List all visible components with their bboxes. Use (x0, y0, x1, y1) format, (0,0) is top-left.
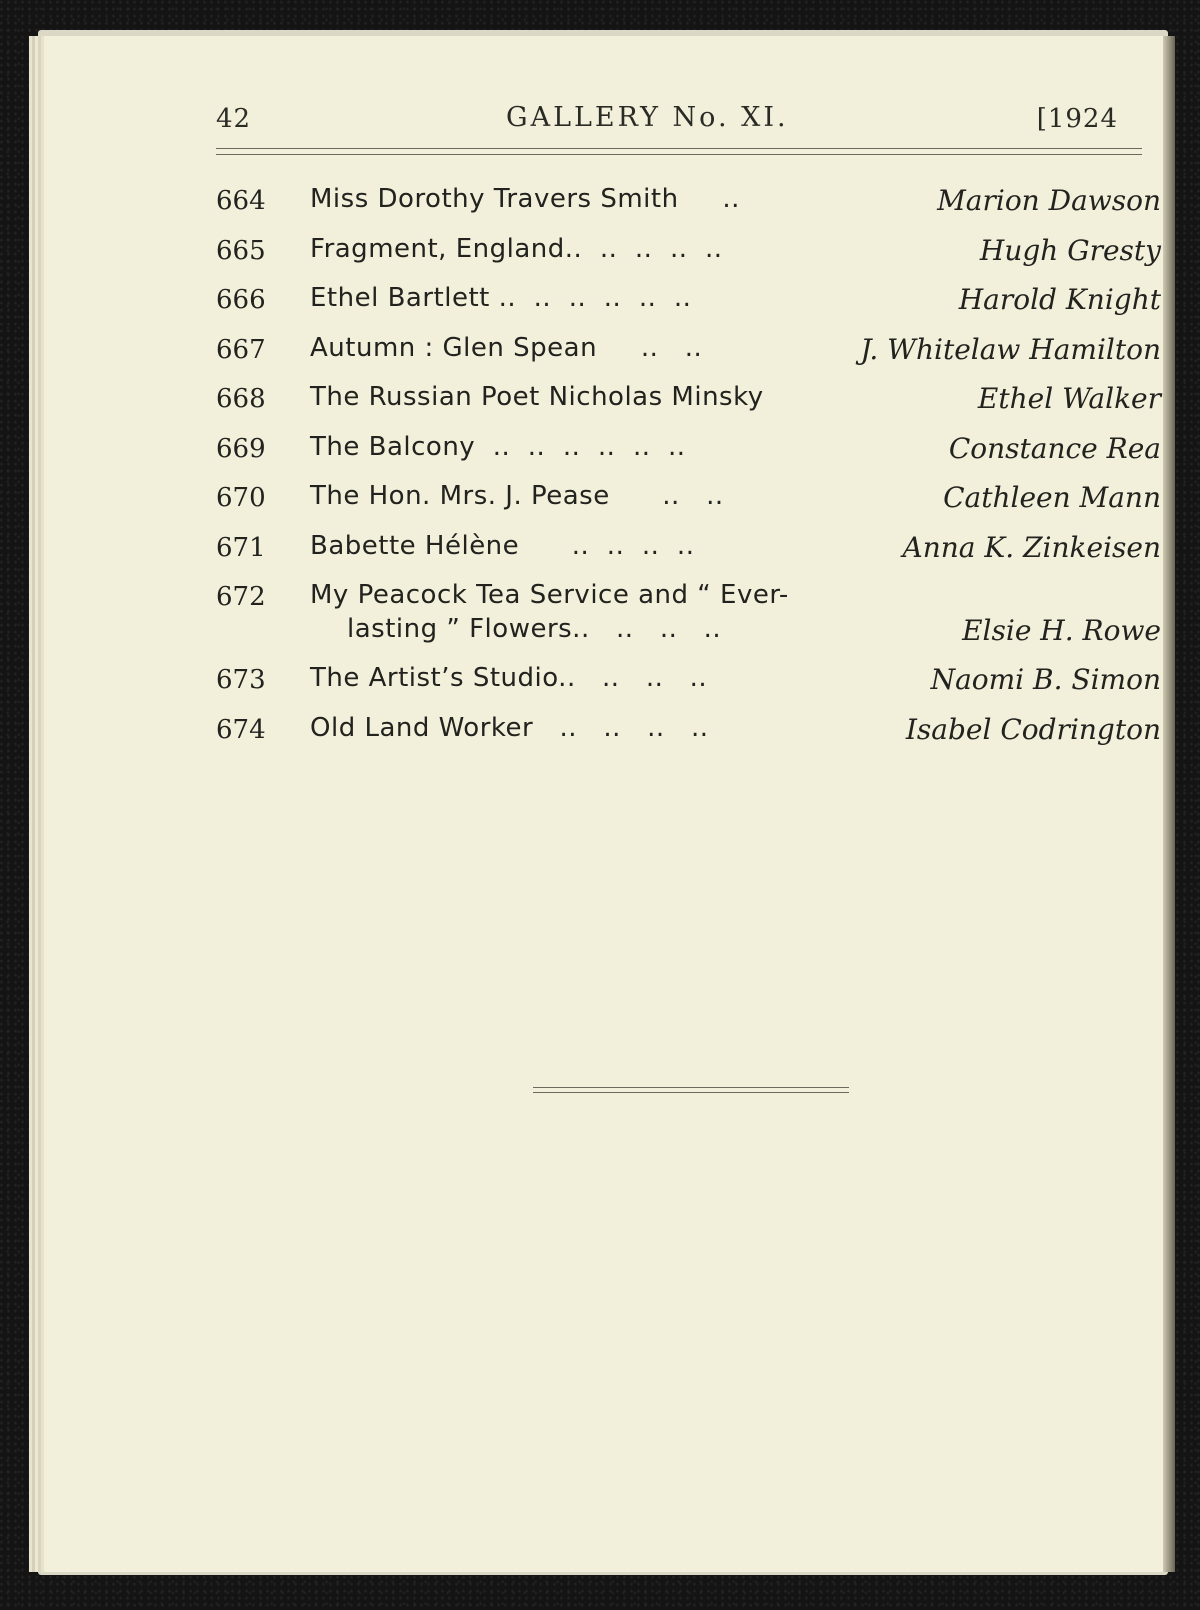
entry-668 (216, 380, 1161, 430)
work-title-continued: lasting ” Flowers.. .. .. .. (347, 614, 722, 644)
gallery-title: GALLERY No. XI. (506, 102, 789, 133)
catalogue-number: 667 (216, 334, 266, 365)
artist-name: Ethel Walker (977, 382, 1161, 415)
catalogue-number: 665 (216, 235, 266, 266)
book-binding-edge (1163, 36, 1175, 1572)
catalogue-number: 673 (216, 665, 266, 695)
entry-669 (216, 430, 1161, 480)
artist-name: Naomi B. Simon (930, 663, 1161, 696)
artist-name: Cathleen Mann (943, 481, 1161, 514)
work-title: Babette Hélène .. .. .. .. (310, 530, 695, 561)
header-rule (216, 148, 1142, 155)
entry-665 (216, 232, 1161, 282)
entry-672 (216, 578, 1161, 661)
artist-name: Hugh Gresty (979, 233, 1161, 267)
work-title: Old Land Worker .. .. .. .. (310, 712, 709, 743)
entry-670 (216, 479, 1161, 529)
year: [1924 (1036, 104, 1118, 134)
catalogue-number: 672 (216, 582, 266, 612)
entry-671 (216, 529, 1161, 579)
entry-673 (216, 661, 1161, 711)
artist-name: Harold Knight (958, 283, 1161, 316)
work-title: The Russian Poet Nicholas Minsky (310, 382, 764, 412)
artist-name: Marion Dawson (937, 184, 1161, 217)
artist-name: Isabel Codrington (905, 712, 1161, 746)
entry-666 (216, 281, 1161, 331)
work-title: Miss Dorothy Travers Smith .. (310, 184, 740, 214)
work-title: My Peacock Tea Service and “ Ever- (310, 580, 789, 610)
entry-list (216, 182, 1161, 760)
work-title: The Artist’s Studio.. .. .. .. (310, 663, 708, 693)
work-title: Autumn : Glen Spean .. .. (310, 332, 703, 363)
work-title: The Hon. Mrs. J. Pease .. .. (310, 481, 724, 511)
artist-name: Elsie H. Rowe (962, 614, 1161, 647)
artist-name: Anna K. Zinkeisen (902, 530, 1161, 564)
catalogue-number: 666 (216, 285, 266, 315)
artist-name: Constance Rea (948, 431, 1161, 465)
catalogue-number: 670 (216, 483, 266, 513)
catalogue-number: 668 (216, 384, 266, 414)
work-title: Ethel Bartlett .. .. .. .. .. .. (310, 283, 692, 313)
entry-664 (216, 182, 1161, 232)
page-number: 42 (216, 104, 252, 134)
catalogue-number: 674 (216, 714, 266, 745)
catalogue-number: 671 (216, 532, 266, 563)
entry-674 (216, 711, 1161, 761)
catalogue-number: 669 (216, 433, 266, 464)
entry-667 (216, 331, 1161, 381)
work-title: The Balcony .. .. .. .. .. .. (310, 431, 686, 462)
work-title: Fragment, England.. .. .. .. .. (310, 233, 723, 264)
section-end-rule (533, 1087, 849, 1093)
catalogue-number: 664 (216, 186, 266, 216)
artist-name: J. Whitelaw Hamilton (860, 332, 1161, 366)
page-header (216, 100, 1116, 140)
